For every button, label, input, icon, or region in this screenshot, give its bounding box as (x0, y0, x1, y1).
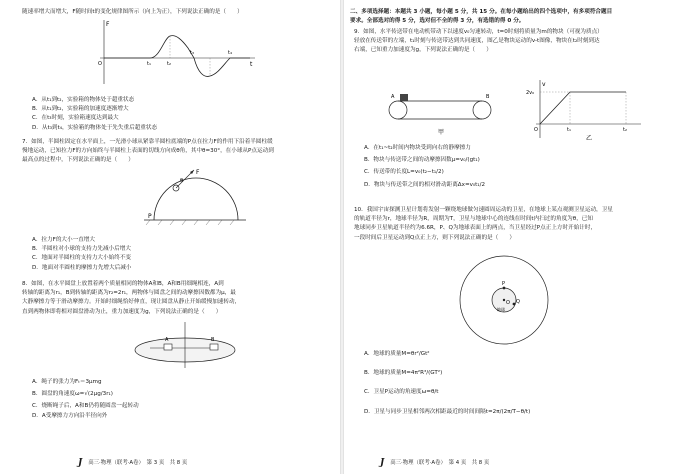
page-fold (340, 0, 344, 474)
fig9-label-v: v (542, 81, 546, 88)
block-a (164, 344, 172, 350)
fig7-label-F: F (196, 169, 200, 176)
q8-line: 转轴的距离为r₁，B到转轴的距离为r₂=2r₁，两物体与圆盘之间的动摩擦因数都为μ，最 (22, 290, 236, 297)
footer (78, 459, 187, 468)
fig7-label-theta: θ (180, 178, 184, 184)
option-d[interactable]: D．从t₃到t₄，实验箱的物体处于先失重后超重状态 (32, 124, 158, 131)
q7-line: 7．如图，半圆柱固定在水平面上，一光滑小球从紧靠半圆柱底端的P点在拉力F的作用下沿着半圆柱缓 (22, 139, 273, 145)
q8-line: 8．如图，在水平圆盘上放置着两个质量相同的物体A和B，A和B用细绳相连，A到 (22, 281, 224, 287)
pulley-right (473, 101, 491, 119)
velocity-curve (540, 92, 626, 124)
section-line: 二、多项选择题：本题共 3 小题，每小题 5 分，共 15 分。在每小题给出的四个选项中，有多项符合题目 (350, 9, 613, 15)
disc-figure (130, 320, 240, 370)
option-c[interactable]: C．传送带的长度L=v₀(t₂−t₁/2) (364, 169, 444, 176)
q10-line: 10．我国宇宙探测卫星计划将发射一颗绕地球做匀速圆周运动的卫星，在地球上某点观测卫星运动，卫星 (354, 207, 613, 213)
force-curve (104, 36, 250, 77)
fig-label-t2: t₂ (167, 61, 171, 67)
q8-line: 直到两物体即将相对圆盘滑动为止，重力加速度为g，下列说法正确的是（ ） (22, 308, 222, 315)
block-b (210, 344, 218, 350)
option-b[interactable]: B．圆盘的角速度ω=√(2μg/3r₁) (32, 391, 113, 398)
q7-stem (22, 138, 274, 166)
q-intro-options (32, 96, 157, 133)
q10-options (364, 350, 530, 417)
fig9-label-t2: t₂ (623, 127, 627, 133)
option-b[interactable]: B．地球的质量M=4π²R³/(GT²) (364, 370, 443, 377)
fig9-label-A: A (391, 94, 395, 100)
section-header (350, 8, 612, 26)
option-c[interactable]: C．地面对半圆柱的支持力大小始终不变 (32, 255, 132, 262)
brand-logo: J (380, 457, 385, 468)
fig8-label-A: A (165, 337, 169, 343)
fig10-label-O: O (506, 300, 510, 306)
fig8-label-B: B (211, 337, 215, 343)
q7-line: 最高点的过程中，下列说法正确的是（ ） (22, 157, 134, 164)
q9-stem (354, 28, 603, 56)
orbit-figure (456, 252, 552, 348)
fig9-label-jia: 甲 (438, 129, 445, 136)
option-a[interactable]: A．从t₁到t₂，实验箱的物体处于超重状态 (32, 97, 135, 103)
fig-label-O: O (98, 61, 102, 67)
right-page (346, 0, 692, 474)
q7-options (32, 236, 131, 273)
fig9-label-B: B (486, 94, 490, 100)
left-page (0, 0, 338, 474)
option-d[interactable]: D．地面对半圆柱的摩擦力先增大后减小 (32, 264, 132, 271)
q7-line: 慢地运动，已知拉力F的方向始终与半圆柱上表面的切线方向成θ角，其中θ=30°，在小球从P点运动到 (22, 148, 274, 155)
fig-label-t: t (250, 61, 253, 68)
fig7-label-P: P (148, 213, 152, 220)
q9-options (364, 144, 485, 190)
option-a[interactable]: A．拉力F的大小一直增大 (32, 237, 95, 243)
q8-options (32, 378, 139, 421)
q10-stem (354, 206, 613, 243)
brand-logo: J (78, 457, 83, 468)
q10-line: 一段时间后卫星运动到Q点正上方，则下列说法正确的是（ ） (354, 234, 516, 241)
velocity-time-graph (526, 78, 646, 142)
q-intro-line: 随速率增大而增大，F随时间t的变化规律图所示（向上为正），下列说法正确的是（ ） (22, 9, 243, 15)
semicylinder-figure (140, 168, 250, 228)
fig-label-F: F (106, 21, 110, 28)
force-time-graph (90, 18, 260, 86)
option-d[interactable]: D．A受摩擦力方向沿半径向外 (32, 412, 108, 419)
point-p (503, 287, 506, 290)
semicircle-surface (154, 178, 238, 220)
fig9-label-yi: 乙 (586, 135, 593, 142)
fig9-label-O: O (534, 127, 538, 133)
fig9-label-t1: t₁ (567, 127, 571, 133)
option-b[interactable]: B．半圆柱对小球的支持力先减小后增大 (32, 246, 131, 253)
option-c[interactable]: C．烧断绳子后，A和B仍将随圆盘一起转动 (32, 403, 139, 410)
fig-label-t1: t₁ (147, 61, 151, 67)
q10-line: 地球同步卫星轨道半径约为6.6R，P、Q为地球表面上的两点，当卫星经过P点正上方时开始计时， (354, 225, 597, 232)
page-footer-text: 高三·物理（联考·A卷） 第 4 页 共 8 页 (390, 459, 490, 466)
q-intro-stem (22, 8, 243, 17)
option-a[interactable]: A．绳子的张力为Fₜ＝3μmg (32, 379, 102, 385)
pulley-left (389, 101, 407, 119)
page-footer-text: 高三·物理（联考·A卷） 第 3 页 共 8 页 (88, 459, 188, 466)
q9-line: 轻放在传送带的左端，t₁时刻与传送带达到共同速度，图乙是物块运动的v-t图像，物块在t₂时刻到达 (354, 38, 600, 45)
q9-line: 9．如图，水平传送带在电动机带动下以速度v₀匀速转动，t=0时刻将质量为m的物块（可视为质点） (354, 29, 603, 35)
option-c[interactable]: C．在t₃时刻，实验箱速度达到最大 (32, 115, 119, 122)
q9-line: 右端，已知重力加速度为g，下列说法正确的是（ ） (354, 47, 492, 54)
fig10-label-P: P (502, 281, 506, 287)
option-a[interactable]: A．在t₁~t₂时间内物块受到向右的静摩擦力 (364, 145, 471, 151)
option-d[interactable]: D．卫星与同步卫星相邻两次相距最近的时间间隔t=2π/(2π/T−θ/t) (364, 408, 531, 415)
fig9-label-v0: 2v₀ (526, 90, 535, 96)
option-a[interactable]: A．地球的质量M=θr²/Gt² (364, 351, 430, 357)
q8-stem (22, 280, 240, 317)
fig-label-t3: t₃ (190, 50, 194, 56)
block (400, 94, 408, 101)
option-c[interactable]: C．卫星P运动的角速度ω=θ/t (364, 389, 439, 396)
fig10-label-Q: Q (516, 299, 520, 305)
option-d[interactable]: D．物块与传送带之间的相对滑动距离Δx=v₀t₁/2 (364, 181, 486, 188)
q10-line: 的轨道半径为r，地球半径为R，周期为T，卫星与地球中心的连线在时间t内扫过的角度为θ，已知 (354, 216, 593, 223)
conveyor-figure (386, 86, 496, 138)
footer (380, 459, 489, 468)
section-line: 要求。全部选对的得 5 分，选对但不全的得 3 分，有选错的得 0 分。 (350, 18, 525, 25)
option-b[interactable]: B．从t₁到t₂，实验箱的加速度逐渐增大 (32, 106, 129, 113)
fig-label-t4: t₄ (228, 50, 232, 56)
fig10-label-earth: 地球 (497, 307, 505, 312)
point-q (513, 303, 516, 306)
q8-line: 大静摩擦力等于滑动摩擦力。开始时细绳恰好伸直，现让圆盘从静止开始缓慢加速转动， (22, 299, 241, 306)
option-b[interactable]: B．物块与传送带之间的动摩擦因数μ=v₀/(gt₁) (364, 157, 480, 164)
